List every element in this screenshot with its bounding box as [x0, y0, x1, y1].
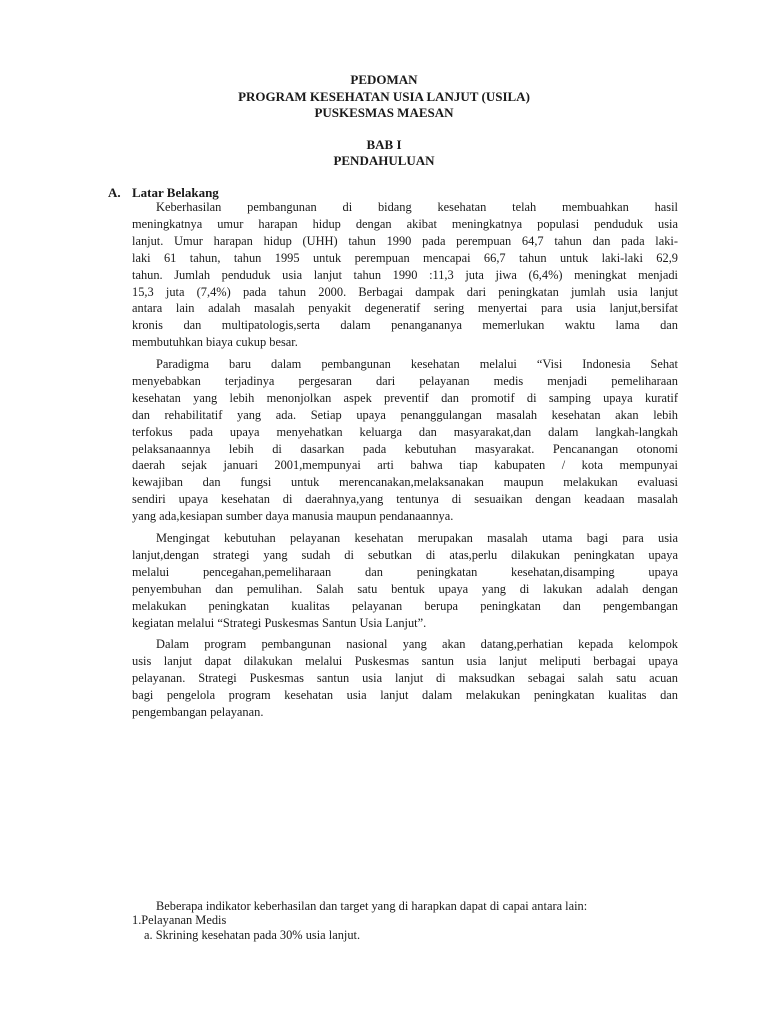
section-heading [108, 185, 219, 200]
text-line: melalui pencegahan,pemeliharaan dan peningkatan kesehatan,disamping upaya [132, 564, 678, 579]
indicator-item-1: 1.Pelayanan Medis [132, 913, 227, 927]
doc-title-line1: PEDOMAN [350, 72, 418, 87]
paragraph-3 [132, 530, 678, 631]
text-line: menyebabkan terjadinya pergesaran dari pelayanan medis menjadi pemeliharaan [132, 373, 678, 388]
text-line: membutuhkan biaya cukup besar. [132, 335, 298, 350]
doc-title-line3: PUSKESMAS MAESAN [314, 105, 454, 120]
text-line: yang ada,kesiapan sumber daya manusia maupun pendanaannya. [132, 509, 454, 524]
text-line: pelayanan. Strategi Puskesmas santun usia lanjut di maksudkan sebagai salah satu acuan [132, 670, 678, 685]
chapter-name: PENDAHULUAN [333, 153, 435, 168]
text-line: Dalam program pembangunan nasional yang akan datang,perhatian kepada kelompok [156, 637, 678, 651]
text-line: antara lain adalah masalah penyakit degeneratif sering menyertai para usia lanjut,bersifat [132, 301, 678, 316]
text-line: Paradigma baru dalam pembangunan kesehatan melalui “Visi Indonesia Sehat [156, 357, 678, 371]
paragraph-2 [132, 356, 678, 525]
text-line: meningkatnya umur harapan hidup dengan akibat meningkatnya populasi penduduk usia [132, 216, 678, 231]
indicator-item-1a: a. Skrining kesehatan pada 30% usia lanjut. [144, 928, 361, 942]
section-title: Latar Belakang [132, 185, 219, 200]
text-line: pengembangan pelayanan. [132, 704, 264, 719]
text-line: dan rehabilitatif yang ada. Setiap upaya penanggulangan masalah kesehatan akan lebih [132, 407, 678, 422]
text-line: melakukan peningkatan kualitas pelayanan berupa peningkatan dan pengembangan [132, 598, 678, 613]
text-line: bagi pengelola program kesehatan usia lanjut dalam melakukan peningkatan kualitas dan [132, 687, 678, 702]
text-line: laki 61 tahun, tahun 1995 untuk perempuan mencapai 66,7 tahun untuk laki-laki 62,9 [132, 250, 678, 265]
text-line: kesehatan yang lebih menonjolkan aspek preventif dan promotif di samping upaya kuratif [132, 390, 678, 405]
indicators-intro: Beberapa indikator keberhasilan dan target yang di harapkan dapat di capai antara lain: [156, 899, 588, 913]
text-line: lanjut. Umur harapan hidup (UHH) tahun 1990 pada perempuan 64,7 tahun dan pada laki- [132, 233, 678, 248]
text-line: pelaksanaannya lebih di dasarkan pada kebutuhan masyarakat. Pencanangan otonomi [132, 441, 678, 456]
paragraph-1 [132, 199, 678, 351]
text-line: sendiri upaya kesehatan di daerahnya,yang tentunya di sesuaikan dengan keadaan masalah [132, 492, 678, 507]
text-line: terfokus pada upaya menyehatkan keluarga dan masyarakat,dan dalam langkah-langkah [132, 424, 678, 439]
paragraph-4 [132, 636, 678, 721]
text-line: kewajiban dan fungsi untuk merencanakan,melaksanakan maupun melakukan evaluasi [132, 475, 678, 490]
text-line: daerah sejak januari 2001,mempunyai arti bahwa tiap kabupaten / kota mempunyai [132, 458, 678, 473]
text-line: tahun. Jumlah penduduk usia lanjut tahun 1990 :11,3 juta jiwa (6,4%) meningkat menjadi [132, 267, 678, 282]
text-line: kegiatan melalui “Strategi Puskesmas Santun Usia Lanjut”. [132, 615, 427, 630]
section-letter: A. [108, 185, 121, 200]
text-line: penyembuhan dan pemulihan. Salah satu bentuk upaya yang di lakukan adalah dengan [132, 581, 678, 596]
text-line: kronis dan multipatologis,serta dalam penangananya memerlukan waktu lama dan [132, 318, 678, 333]
text-line: lanjut,dengan strategi yang sudah di sebutkan di atas,perlu dilakukan peningkatan upaya [132, 547, 678, 562]
chapter-number: BAB I [366, 137, 402, 152]
doc-title-line2: PROGRAM KESEHATAN USIA LANJUT (USILA) [238, 89, 530, 104]
text-line: usis lanjut dapat dilakukan melalui Puskesmas santun usia lanjut meliputi berbagai upaya [132, 653, 678, 668]
text-line: Keberhasilan pembangunan di bidang kesehatan telah membuahkan hasil [156, 200, 678, 214]
text-line: 15,3 juta (7,4%) pada tahun 2000. Berbagai dampak dari peningkatan jumlah usia lanjut [132, 284, 678, 299]
text-line: Mengingat kebutuhan pelayanan kesehatan merupakan masalah utama bagi para usia [156, 531, 678, 545]
